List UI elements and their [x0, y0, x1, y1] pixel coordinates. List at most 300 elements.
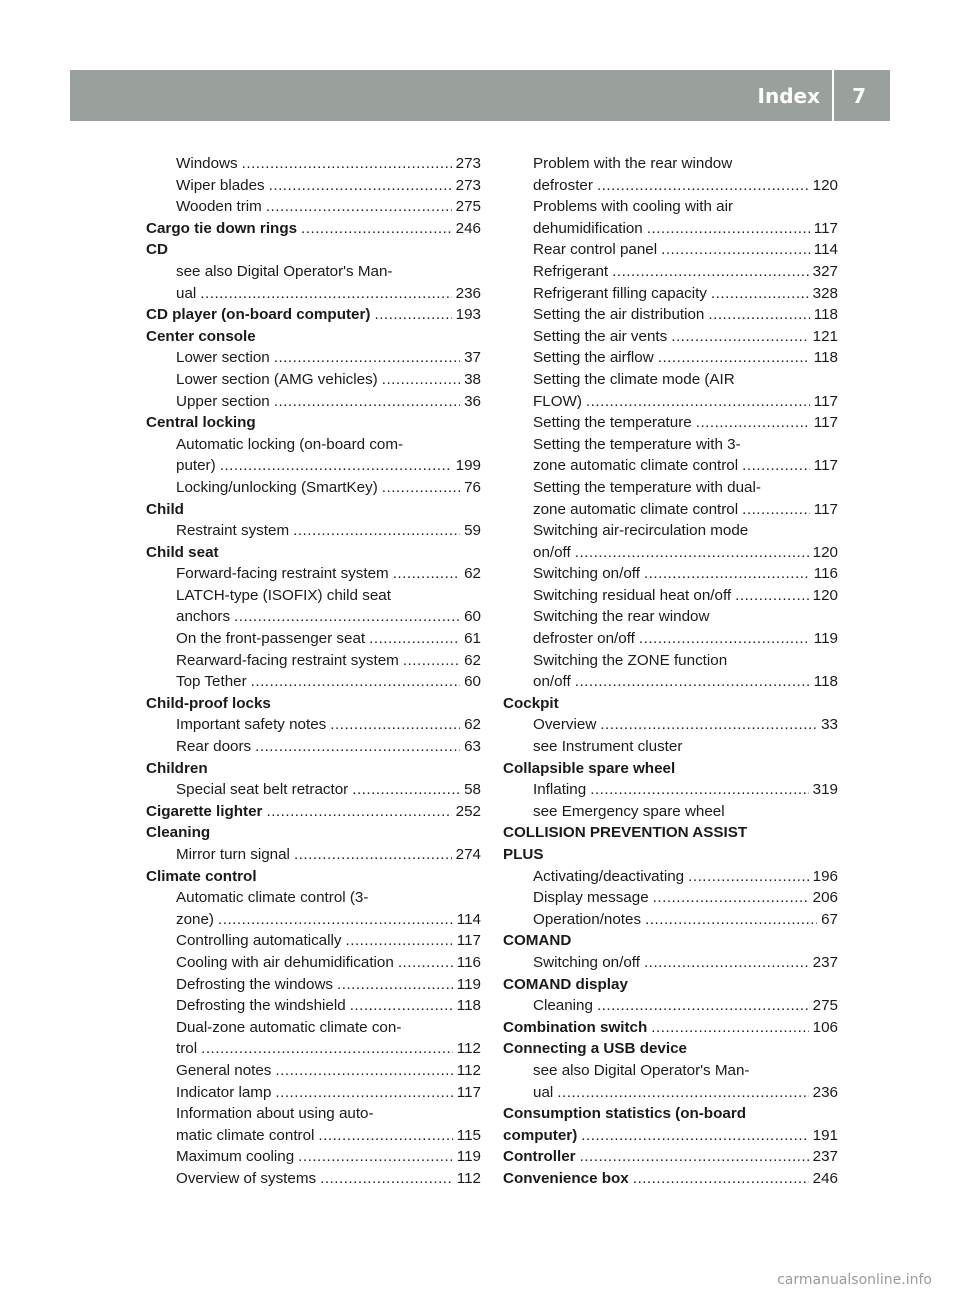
dot-leader — [644, 563, 810, 585]
index-subentry — [503, 153, 838, 175]
dot-leader — [575, 542, 809, 564]
index-heading-entry — [146, 218, 481, 240]
index-heading-entry — [503, 1125, 838, 1147]
index-heading-entry — [146, 412, 481, 434]
entry-page-number: 60 — [464, 608, 481, 626]
entry-text: On the front-passenger seat — [176, 630, 366, 648]
index-subentry — [503, 304, 838, 326]
index-subentry — [503, 196, 838, 218]
index-subentry — [503, 563, 838, 585]
index-heading-entry — [503, 1038, 838, 1060]
entry-text: Setting the temperature with 3- — [533, 435, 741, 453]
index-subentry — [146, 585, 481, 607]
index-subentry — [503, 585, 838, 607]
entry-page-number: 319 — [812, 781, 838, 799]
entry-text: Combination switch — [503, 1018, 648, 1036]
entry-page-number: 117 — [813, 457, 838, 475]
index-subentry — [503, 736, 838, 758]
entry-page-number: 118 — [456, 997, 481, 1015]
index-subentry — [503, 650, 838, 672]
entry-text: dehumidification — [533, 219, 643, 237]
entry-page-number: 206 — [812, 889, 838, 907]
index-column-right — [503, 153, 838, 1190]
entry-text: FLOW) — [533, 392, 582, 410]
dot-leader — [653, 887, 809, 909]
entry-page-number: 61 — [464, 630, 481, 648]
entry-text: Setting the temperature — [533, 414, 692, 432]
dot-leader — [600, 714, 817, 736]
entry-text: Overview of systems — [176, 1169, 317, 1187]
index-subentry — [146, 434, 481, 456]
dot-leader — [374, 304, 451, 326]
dot-leader — [658, 347, 810, 369]
entry-page-number: 58 — [464, 781, 481, 799]
entry-page-number: 236 — [812, 1083, 838, 1101]
entry-text: COLLISION PREVENTION ASSIST — [503, 824, 748, 842]
index-subentry — [146, 628, 481, 650]
dot-leader — [612, 261, 809, 283]
index-subentry — [503, 434, 838, 456]
entry-text: Cargo tie down rings — [146, 219, 298, 237]
dot-leader — [275, 1082, 452, 1104]
entry-page-number: 193 — [455, 306, 481, 324]
dot-leader — [337, 974, 453, 996]
index-subentry — [146, 1168, 481, 1190]
entry-text: PLUS — [503, 846, 544, 863]
dot-leader — [382, 369, 460, 391]
dot-leader — [269, 175, 452, 197]
entry-text: Wooden trim — [176, 198, 262, 216]
entry-text: Top Tether — [176, 673, 247, 691]
entry-page-number: 246 — [812, 1169, 838, 1187]
entry-text: Automatic climate control (3- — [176, 889, 369, 907]
entry-page-number: 117 — [813, 392, 838, 410]
entry-text: anchors — [176, 608, 231, 626]
index-subentry — [503, 995, 838, 1017]
dot-leader — [318, 1125, 452, 1147]
entry-page-number: 199 — [455, 457, 481, 475]
dot-leader — [398, 952, 453, 974]
entry-page-number: 246 — [455, 219, 481, 237]
entry-page-number: 38 — [464, 370, 481, 388]
dot-leader — [382, 477, 460, 499]
entry-text: Cooling with air dehumidification — [176, 953, 394, 971]
entry-text: Mirror turn signal — [176, 846, 290, 863]
dot-leader — [742, 455, 810, 477]
index-subentry — [146, 283, 481, 305]
entry-page-number: 62 — [464, 716, 481, 734]
entry-text: Switching air-recirculation mode — [533, 522, 749, 540]
entry-text: Climate control — [146, 867, 257, 885]
entry-text: LATCH-type (ISOFIX) child seat — [176, 586, 391, 604]
entry-text: Setting the temperature with dual- — [533, 478, 761, 496]
entry-text: Collapsible spare wheel — [503, 759, 676, 777]
entry-text: Problems with cooling with air — [533, 198, 734, 216]
dot-leader — [330, 714, 460, 736]
entry-text: Switching on/off — [533, 953, 640, 971]
dot-leader — [651, 1017, 808, 1039]
dot-leader — [742, 499, 810, 521]
entry-text: ual — [176, 284, 197, 302]
entry-text: Defrosting the windows — [176, 975, 334, 993]
index-subentry — [503, 283, 838, 305]
entry-text: defroster on/off — [533, 630, 635, 648]
index-heading-entry — [503, 1168, 838, 1190]
entry-page-number: 237 — [812, 1148, 838, 1166]
index-subentry — [503, 801, 838, 823]
index-heading-entry — [503, 693, 838, 715]
entry-page-number: 114 — [813, 241, 838, 259]
index-subentry — [503, 866, 838, 888]
index-heading-entry — [503, 1103, 838, 1125]
dot-leader — [242, 153, 452, 175]
dot-leader — [580, 1146, 809, 1168]
index-subentry — [503, 887, 838, 909]
index-subentry — [146, 477, 481, 499]
entry-text: Windows — [176, 155, 238, 172]
entry-text: Maximum cooling — [176, 1148, 295, 1166]
entry-text: Lower section (AMG vehicles) — [176, 370, 378, 388]
index-subentry — [146, 175, 481, 197]
entry-text: COMAND — [503, 932, 572, 950]
entry-text: Rearward-facing restraint system — [176, 651, 399, 669]
entry-page-number: 112 — [456, 1061, 481, 1079]
entry-page-number: 116 — [456, 953, 481, 971]
dot-leader — [597, 175, 809, 197]
dot-leader — [293, 520, 460, 542]
dot-leader — [298, 1146, 453, 1168]
entry-text: Activating/deactivating — [533, 867, 685, 885]
index-column-left — [146, 153, 481, 1190]
index-subentry — [503, 952, 838, 974]
index-heading-entry — [146, 822, 481, 844]
index-heading-entry — [503, 1017, 838, 1039]
dot-leader — [200, 283, 451, 305]
entry-text: Controlling automatically — [176, 932, 342, 950]
dot-leader — [633, 1168, 809, 1190]
dot-leader — [403, 650, 460, 672]
index-subentry — [146, 887, 481, 909]
entry-text: Switching the ZONE function — [533, 651, 728, 669]
entry-text: Switching on/off — [533, 565, 640, 583]
entry-text: Switching the rear window — [533, 608, 710, 626]
entry-page-number: 117 — [813, 500, 838, 518]
index-subentry — [503, 455, 838, 477]
index-subentry — [146, 736, 481, 758]
index-heading-entry — [146, 693, 481, 715]
entry-text: see also Digital Operator's Man- — [533, 1061, 750, 1079]
index-subentry — [146, 1017, 481, 1039]
dot-leader — [255, 736, 460, 758]
entry-page-number: 118 — [813, 673, 838, 691]
index-subentry — [146, 909, 481, 931]
entry-page-number: 62 — [464, 651, 481, 669]
entry-page-number: 63 — [464, 738, 481, 756]
dot-leader — [294, 844, 452, 866]
index-subentry — [503, 218, 838, 240]
entry-text: on/off — [533, 673, 571, 691]
entry-text: Rear control panel — [533, 241, 658, 259]
index-heading-entry — [146, 239, 481, 261]
dot-leader — [320, 1168, 453, 1190]
index-subentry — [503, 369, 838, 391]
dot-leader — [251, 671, 460, 693]
dot-leader — [688, 866, 809, 888]
index-subentry — [146, 952, 481, 974]
index-subentry — [503, 499, 838, 521]
index-subentry — [146, 563, 481, 585]
index-subentry — [503, 347, 838, 369]
entry-page-number: 273 — [455, 176, 481, 194]
entry-text: Switching residual heat on/off — [533, 586, 732, 604]
index-subentry — [146, 391, 481, 413]
index-heading-entry — [146, 758, 481, 780]
entry-text: Wiper blades — [176, 176, 265, 194]
watermark-text: carmanualsonline.info — [777, 1272, 932, 1288]
entry-text: trol — [176, 1040, 198, 1058]
entry-page-number: 273 — [455, 155, 481, 172]
entry-page-number: 120 — [812, 543, 838, 561]
entry-text: Children — [146, 759, 208, 777]
entry-text: Child seat — [146, 543, 219, 561]
entry-text: Rear doors — [176, 738, 252, 756]
entry-page-number: 117 — [456, 1083, 481, 1101]
entry-text: Setting the climate mode (AIR — [533, 370, 735, 388]
dot-leader — [345, 930, 452, 952]
entry-text: matic climate control — [176, 1126, 315, 1144]
dot-leader — [274, 347, 460, 369]
entry-text: computer) — [503, 1126, 578, 1144]
entry-page-number: 236 — [455, 284, 481, 302]
index-subentry — [503, 477, 838, 499]
entry-page-number: 59 — [464, 522, 481, 540]
entry-page-number: 36 — [464, 392, 481, 410]
dot-leader — [266, 801, 451, 823]
dot-leader — [647, 218, 810, 240]
entry-text: Connecting a USB device — [503, 1040, 687, 1058]
entry-page-number: 327 — [812, 262, 838, 280]
entry-text: Cigarette lighter — [146, 802, 263, 820]
entry-text: zone automatic climate control — [533, 457, 739, 475]
entry-text: see also Digital Operator's Man- — [176, 262, 393, 280]
index-heading-entry — [503, 844, 838, 866]
index-subentry — [146, 196, 481, 218]
entry-page-number: 274 — [455, 846, 481, 863]
index-subentry — [146, 779, 481, 801]
index-heading-entry — [503, 974, 838, 996]
index-heading-entry — [503, 758, 838, 780]
entry-text: see Emergency spare wheel — [533, 802, 725, 820]
dot-leader — [275, 1060, 452, 1082]
entry-text: Overview — [533, 716, 597, 734]
entry-page-number: 118 — [813, 306, 838, 324]
entry-text: zone) — [176, 910, 214, 928]
dot-leader — [575, 671, 810, 693]
entry-page-number: 112 — [456, 1169, 481, 1187]
entry-page-number: 119 — [813, 630, 838, 648]
index-subentry — [146, 261, 481, 283]
header-divider — [832, 70, 834, 121]
entry-page-number: 237 — [812, 953, 838, 971]
index-subentry — [503, 520, 838, 542]
entry-page-number: 116 — [813, 565, 838, 583]
entry-text: CD player (on-board computer) — [146, 306, 371, 324]
index-subentry — [146, 1060, 481, 1082]
index-subentry — [146, 844, 481, 866]
entry-text: Consumption statistics (on-board — [503, 1105, 746, 1123]
dot-leader — [735, 585, 809, 607]
entry-text: Restraint system — [176, 522, 290, 540]
index-subentry — [503, 714, 838, 736]
dot-leader — [644, 952, 809, 974]
dot-leader — [301, 218, 452, 240]
entry-text: see Instrument cluster — [533, 738, 683, 756]
dot-leader — [590, 779, 808, 801]
entry-text: zone automatic climate control — [533, 500, 739, 518]
entry-text: defroster — [533, 176, 593, 194]
index-subentry — [146, 369, 481, 391]
entry-text: Important safety notes — [176, 716, 327, 734]
dot-leader — [597, 995, 809, 1017]
entry-page-number: 112 — [456, 1040, 481, 1058]
entry-page-number: 60 — [464, 673, 481, 691]
dot-leader — [586, 391, 810, 413]
entry-text: Upper section — [176, 392, 270, 410]
dot-leader — [234, 606, 460, 628]
index-subentry — [146, 671, 481, 693]
dot-leader — [274, 391, 460, 413]
dot-leader — [708, 304, 809, 326]
index-subentry — [503, 779, 838, 801]
index-subentry — [503, 909, 838, 931]
index-subentry — [146, 930, 481, 952]
dot-leader — [352, 779, 460, 801]
page-number: 7 — [852, 84, 866, 108]
entry-page-number: 275 — [812, 997, 838, 1015]
entry-page-number: 117 — [813, 414, 838, 432]
dot-leader — [671, 326, 808, 348]
entry-text: Refrigerant — [533, 262, 609, 280]
entry-page-number: 114 — [456, 910, 481, 928]
entry-page-number: 67 — [821, 910, 838, 928]
entry-text: Setting the air distribution — [533, 306, 705, 324]
dot-leader — [639, 628, 810, 650]
entry-text: Special seat belt retractor — [176, 781, 349, 799]
index-subentry — [146, 974, 481, 996]
entry-text: on/off — [533, 543, 571, 561]
entry-text: Defrosting the windshield — [176, 997, 346, 1015]
entry-text: Child — [146, 500, 184, 518]
dot-leader — [661, 239, 810, 261]
entry-page-number: 119 — [456, 975, 481, 993]
entry-page-number: 118 — [813, 349, 838, 367]
entry-text: Setting the airflow — [533, 349, 654, 367]
entry-page-number: 191 — [812, 1126, 838, 1144]
index-subentry — [146, 995, 481, 1017]
entry-page-number: 115 — [456, 1126, 481, 1144]
dot-leader — [266, 196, 452, 218]
entry-text: Central locking — [146, 414, 256, 432]
entry-text: Indicator lamp — [176, 1083, 272, 1101]
index-subentry — [503, 628, 838, 650]
entry-page-number: 117 — [456, 932, 481, 950]
entry-page-number: 328 — [812, 284, 838, 302]
index-subentry — [146, 347, 481, 369]
index-heading-entry — [503, 822, 838, 844]
index-heading-entry — [503, 1146, 838, 1168]
index-subentry — [146, 1125, 481, 1147]
index-subentry — [146, 455, 481, 477]
index-subentry — [146, 153, 481, 175]
entry-text: Refrigerant filling capacity — [533, 284, 707, 302]
entry-text: Forward-facing restraint system — [176, 565, 389, 583]
entry-text: Cleaning — [146, 824, 211, 842]
entry-page-number: 252 — [455, 802, 481, 820]
entry-page-number: 119 — [456, 1148, 481, 1166]
entry-page-number: 33 — [821, 716, 838, 734]
entry-page-number: 37 — [464, 349, 481, 367]
index-heading-entry — [146, 542, 481, 564]
index-subentry — [146, 1038, 481, 1060]
entry-text: Child-proof locks — [146, 694, 271, 712]
dot-leader — [201, 1038, 453, 1060]
entry-text: COMAND display — [503, 975, 628, 993]
entry-page-number: 120 — [812, 586, 838, 604]
entry-text: Operation/notes — [533, 910, 642, 928]
index-heading-entry — [146, 499, 481, 521]
index-heading-entry — [146, 866, 481, 888]
entry-page-number: 121 — [812, 327, 838, 345]
index-subentry — [146, 606, 481, 628]
index-subentry — [503, 606, 838, 628]
index-subentry — [503, 1082, 838, 1104]
entry-text: Information about using auto- — [176, 1105, 374, 1123]
entry-text: Inflating — [533, 781, 587, 799]
entry-text: Display message — [533, 889, 649, 907]
entry-text: Convenience box — [503, 1169, 629, 1187]
index-heading-entry — [146, 326, 481, 348]
entry-text: CD — [146, 241, 168, 259]
entry-page-number: 62 — [464, 565, 481, 583]
index-subentry — [503, 239, 838, 261]
entry-text: Problem with the rear window — [533, 155, 733, 172]
dot-leader — [696, 412, 810, 434]
dot-leader — [711, 283, 809, 305]
index-subentry — [503, 175, 838, 197]
entry-page-number: 76 — [464, 478, 481, 496]
entry-text: Dual-zone automatic climate con- — [176, 1018, 402, 1036]
index-subentry — [503, 542, 838, 564]
entry-text: Cockpit — [503, 694, 559, 712]
entry-page-number: 275 — [455, 198, 481, 216]
dot-leader — [350, 995, 453, 1017]
index-subentry — [503, 671, 838, 693]
index-subentry — [503, 261, 838, 283]
dot-leader — [218, 909, 453, 931]
entry-text: Locking/unlocking (SmartKey) — [176, 478, 378, 496]
entry-text: ual — [533, 1083, 554, 1101]
entry-text: Cleaning — [533, 997, 593, 1015]
index-header-bar — [70, 70, 890, 121]
entry-text: Lower section — [176, 349, 270, 367]
index-heading-entry — [503, 930, 838, 952]
dot-leader — [581, 1125, 808, 1147]
index-heading-entry — [146, 801, 481, 823]
index-subentry — [146, 1082, 481, 1104]
entry-text: puter) — [176, 457, 216, 475]
index-heading-entry — [146, 304, 481, 326]
index-subentry — [146, 1146, 481, 1168]
